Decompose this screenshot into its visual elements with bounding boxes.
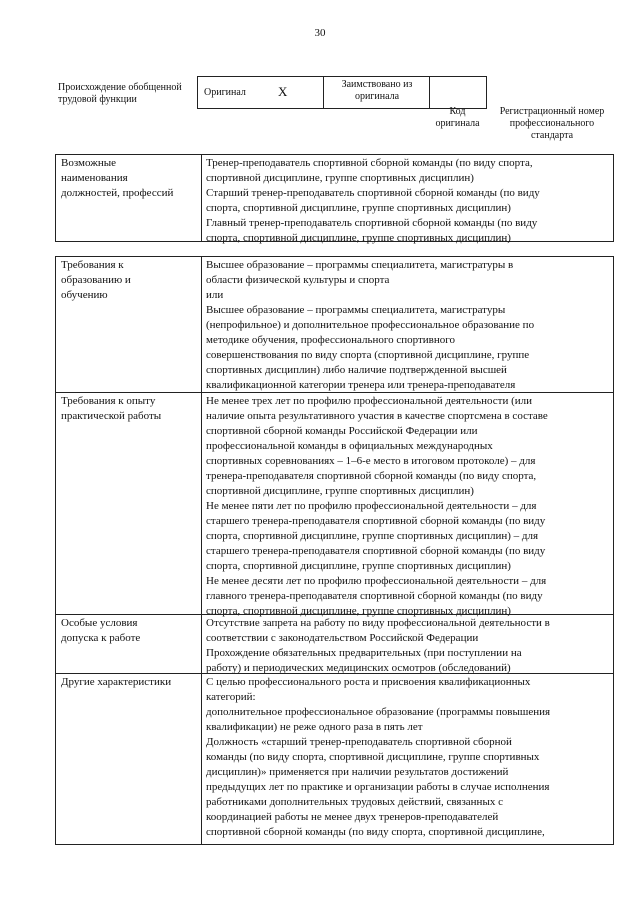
original-mark: X (278, 84, 288, 99)
experience-content: Не менее трех лет по профилю профессиональной деятельности (или наличие опыта результативного участия в качестве спортсмена в составе спортивной сборной команды Российской Федерации или профессиональной команды в официальных международных спортивных соревнованиях – 1–6-е место в итоговом протоколе) – для тренера-преподавателя спортивной сборной команды (по виду спорта, спортивной дисциплине, группе спортивных дисциплин) Не менее пяти лет по профилю профессиональной деятельности – для старшего тренера-преподавателя спортивной сборной команды (по виду спорта, спортивной дисциплине, группе спортивных дисциплин) – для старшего тренера-преподавателя спортивной сборной команды (по виду спорта, спортивной дисциплине, группе спортивных дисциплин) Не менее десяти лет по профилю профессиональной деятельности – для главного тренера-преподавателя спортивной сборной команды (по виду спорта, спортивной дисциплине, группе спортивных дисциплин) (206, 395, 548, 617)
positions-label: Возможные наименования должностей, профессий (56, 155, 202, 241)
experience-label: Требования к опыту практической работы (56, 393, 202, 614)
education-row (55, 256, 614, 393)
borrowed-label: Заимствовано из оригинала (341, 79, 413, 102)
other-content: С целью профессионального роста и присвоения квалификационных категорий: дополнительное профессиональное образование (программы повышения квалификации) не реже одного раза в пять лет Должность «старший тренер-преподаватель спортивной сборной команды (по виду спорта, спортивной дисциплине, группе спортивных дисциплин)» применяется при наличии результатов достижений предыдущих лет по практике и организации работы в случае исполнения работниками дополнительных трудовых действий, связанных с координацией работы не менее двух тренеров-преподавателей спортивной сборной команды (по виду спорта, спортивной дисциплине, (206, 676, 551, 838)
education-content: Высшее образование – программы специалитета, магистратуры в области физической культуры и спорта или Высшее образование – программы специалитета, магистратуры (непрофильное) и дополнительное профессиональное образование по методике обучения, профессионального спортивного совершенствования по виду спорта (спортивной дисциплине, группе спортивных дисциплин) либо наличие подтвержденной высшей квалификационной категории тренера или тренера-преподавателя (206, 259, 535, 391)
conditions-row (55, 614, 614, 674)
education-label: Требования к образованию и обучению (56, 257, 202, 392)
other-label: Другие характеристики (56, 674, 202, 844)
other-row (55, 673, 614, 845)
page-number: 30 (314, 27, 326, 39)
origin-label: Происхождение обобщенной трудовой функции (58, 82, 182, 105)
positions-row (55, 154, 614, 242)
reg-number-label: Регистрационный номер профессионального стандарта (499, 106, 605, 141)
conditions-content: Отсутствие запрета на работу по виду профессиональной деятельности в соответствии с законодательством Российской Федерации Прохождение обязательных предварительных (при поступлении на работу) и периодических медицинских осмотров (обследований) (206, 617, 550, 674)
code-label: Код оригинала (435, 106, 480, 129)
experience-row (55, 392, 614, 615)
positions-content: Тренер-преподаватель спортивной сборной команды (по виду спорта, спортивной дисциплине, группе спортивных дисциплин) Старший тренер-преподаватель спортивной сборной команды (по виду спорта, спортивной дисциплине, группе спортивных дисциплин) Главный тренер-преподаватель спортивной сборной команды (по виду спорта, спортивной дисциплине, группе спортивных дисциплин) (206, 157, 540, 244)
conditions-label: Особые условия допуска к работе (56, 615, 202, 673)
original-label: Оригинал (204, 87, 246, 98)
